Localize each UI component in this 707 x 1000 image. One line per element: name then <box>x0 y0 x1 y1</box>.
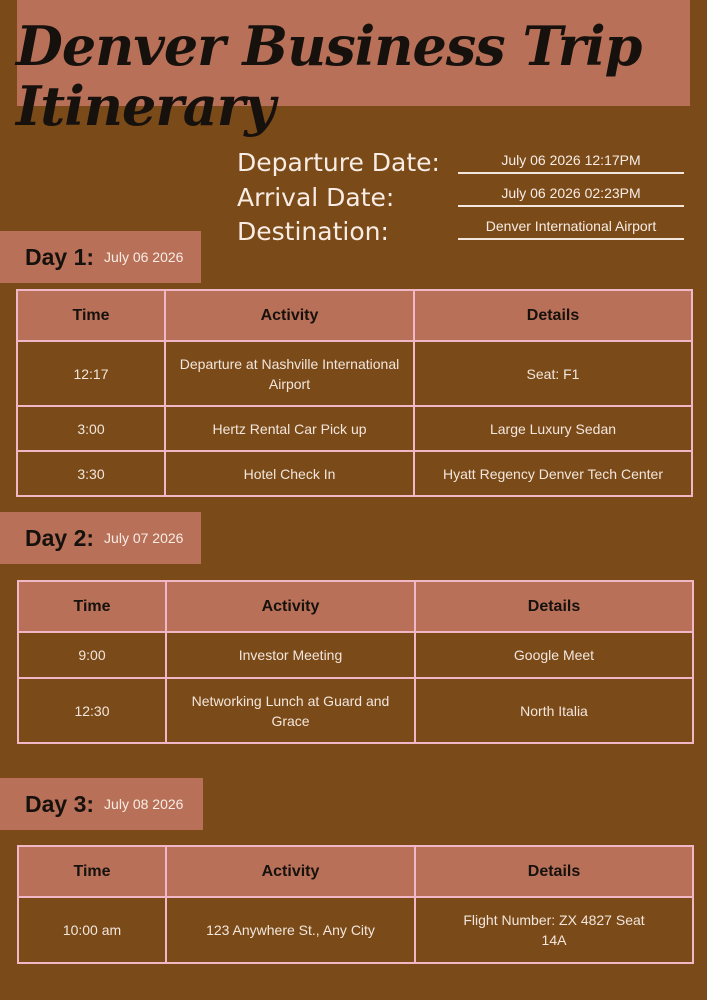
time-cell: 12:30 <box>18 678 166 743</box>
details-cell: Flight Number: ZX 4827 Seat 14A <box>415 897 693 963</box>
activity-header: Activity <box>166 846 415 897</box>
time-header: Time <box>18 581 166 632</box>
day-2-tag <box>0 512 201 564</box>
time-cell: 9:00 <box>18 632 166 678</box>
page-title: Denver Business Trip Itinerary <box>16 14 642 138</box>
time-cell: 3:30 <box>17 451 165 496</box>
activity-cell: Networking Lunch at Guard and Grace <box>166 678 415 743</box>
time-header: Time <box>17 290 165 341</box>
activity-cell: Departure at Nashville International Airport <box>165 341 414 406</box>
table-row <box>17 451 692 496</box>
day-3-tag <box>0 778 203 830</box>
day-2-table <box>17 580 694 744</box>
time-cell: 12:17 <box>17 341 165 406</box>
departure-value: July 06 2026 12:17PM <box>458 152 684 174</box>
table-row <box>18 678 693 743</box>
destination-value: Denver International Airport <box>458 218 684 240</box>
arrival-value: July 06 2026 02:23PM <box>458 185 684 207</box>
day-date: July 08 2026 <box>104 796 184 812</box>
details-cell: Seat: F1 <box>414 341 692 406</box>
time-cell: 10:00 am <box>18 897 166 963</box>
activity-cell: Investor Meeting <box>166 632 415 678</box>
destination-label: Destination: <box>237 217 389 246</box>
arrival-label: Arrival Date: <box>237 183 395 212</box>
details-cell: Hyatt Regency Denver Tech Center <box>414 451 692 496</box>
activity-header: Activity <box>166 581 415 632</box>
table-header-row <box>18 846 693 897</box>
table-row <box>18 897 693 963</box>
time-cell: 3:00 <box>17 406 165 451</box>
time-header: Time <box>18 846 166 897</box>
details-header: Details <box>415 581 693 632</box>
activity-cell: 123 Anywhere St., Any City <box>166 897 415 963</box>
details-cell: Google Meet <box>415 632 693 678</box>
details-header: Details <box>415 846 693 897</box>
activity-header: Activity <box>165 290 414 341</box>
activity-cell: Hotel Check In <box>165 451 414 496</box>
table-header-row <box>18 581 693 632</box>
table-row <box>18 632 693 678</box>
day-label: Day 2: <box>25 524 95 551</box>
day-label: Day 1: <box>25 243 95 270</box>
departure-label: Departure Date: <box>237 148 440 177</box>
day-1-table <box>16 289 693 497</box>
day-1-tag <box>0 231 201 283</box>
details-cell: Large Luxury Sedan <box>414 406 692 451</box>
activity-cell: Hertz Rental Car Pick up <box>165 406 414 451</box>
table-header-row <box>17 290 692 341</box>
day-label: Day 3: <box>25 790 95 817</box>
table-row <box>17 406 692 451</box>
details-cell: North Italia <box>415 678 693 743</box>
day-3-table <box>17 845 694 964</box>
details-header: Details <box>414 290 692 341</box>
day-date: July 07 2026 <box>104 530 184 546</box>
day-date: July 06 2026 <box>104 249 184 265</box>
table-row <box>17 341 692 406</box>
